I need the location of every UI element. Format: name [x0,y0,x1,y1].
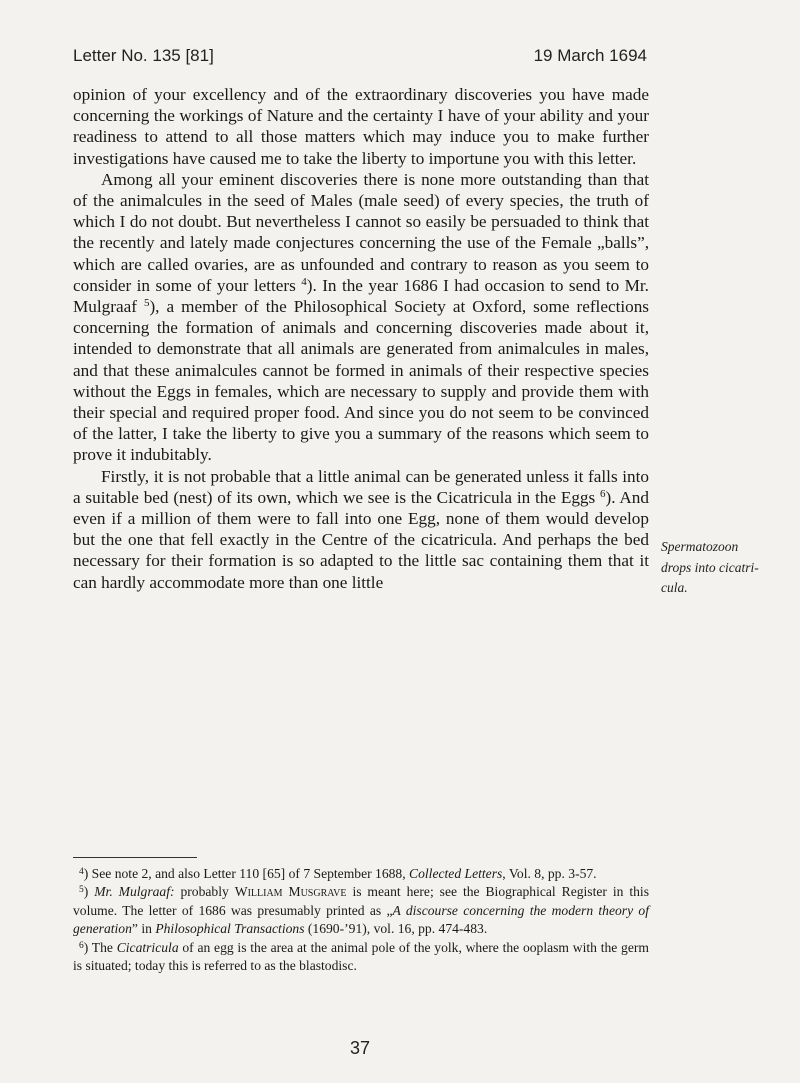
footnote-5-text-b: probably [174,884,235,900]
footnote-4-number: 4 [79,867,84,877]
footnote-5-person: William Musgrave [234,884,347,900]
footnotes [73,865,649,975]
footnote-4-title: Collected Letters [409,866,503,881]
footnote-5-text-c: is meant here; see the Biographical Register in this volume. The letter of 1686 was presumably printed as „ [73,884,650,918]
paragraph-3-part-1: Firstly, it is not probable that a little animal can be generated unless it falls into a suitable bed (nest) of its own, which we see is the Cicatricula in the Eggs [73,466,649,507]
footnote-5-number: 5 [79,885,84,896]
footnote-ref-5[interactable]: 5 [143,297,150,310]
footnote-5-work-title: A discourse concerning the modern theory of generation [73,902,649,937]
footnote-divider [73,857,197,858]
letter-reference: Letter No. 135 [81] [73,46,214,65]
footnote-5 [73,883,649,938]
marginal-note-line-1: Spermatozoon [661,539,739,554]
footnote-6 [73,939,649,976]
paragraph-2 [73,169,649,466]
footnote-4 [73,865,649,883]
footnote-4-pages: , Vol. 8, pp. 3-57. [502,866,597,881]
footnote-6-term: Cicatricula [116,939,179,955]
page-number: 37 [349,1038,371,1058]
footnote-6-text-a: ) The [83,939,117,955]
paragraph-3 [73,466,649,593]
marginal-note-line-3: cula. [661,580,688,595]
footnote-ref-4[interactable]: 4 [301,275,307,288]
paragraph-2-part-3: ), a member of the Philosophical Society at Oxford, some reflections concerning the formation of animals and concerning discoveries made about it, intended to demonstrate that all animals are generated from animalcules in males, and that these animalcules cannot be formed in animals of their respective species without the Eggs in females, which are necessary to supply and provide them with their special and required proper food. And since you do not seem to be convinced of the latter, I take the liberty to give you a summary of the reasons which seem to prove it indubitably. [73,297,650,465]
paragraph-3-part-2: ). And even if a million of them were to fall into one Egg, none of them would develop but the one that fell exactly in the Centre of the cicatricula. And perhaps the bed necessary for their formation is so adapted to the little sac containing them that it can hardly accommodate more than one little [73,487,649,592]
footnote-5-text-a: ) [83,884,95,900]
footnote-5-journal: Philosophical Transactions [155,921,305,937]
footnote-5-text-e: (1690-’91), vol. 16, pp. 474-483. [304,921,488,937]
main-text [73,84,649,593]
footnote-6-number: 6 [79,940,84,951]
footnote-4-text: ) See note 2, and also Letter 110 [65] of 7 September 1688, [83,866,410,881]
letter-date: 19 March 1694 [533,46,647,65]
paragraph-1: opinion of your excellency and of the extraordinary discoveries you have made concerning the workings of Nature and the certainty I have of your ability and your readiness to attend to all those matters which may induce you to make further investigations have caused me to take the liberty to importune you with this letter. [73,85,649,168]
paragraph-2-part-2: ). In the year 1686 I had occasion to send to Mr. Mulgraaf [73,275,649,317]
footnote-6-text-b: of an egg is the area at the animal pole of the yolk, where the ooplasm with the germ is situated; today this is referred to as the blastodisc. [73,939,649,974]
footnote-ref-6[interactable]: 6 [600,487,606,500]
paragraph-2-part-1: Among all your eminent discoveries there is none more outstanding than that of the animalcules in the seed of Males (male seed) of every species, the truth of which I do not doubt. But nevertheless I cannot so easily be persuaded to think that the recently and lately made conjectures concerning the use of the Female „balls”, which are called ovaries, are as unfounded and contrary to reason as you seem to consider in some of your letters [73,169,649,295]
marginal-note-line-2: drops into cicatri- [661,559,759,575]
footnote-5-lemma: Mr. Mulgraaf: [94,884,175,900]
marginal-note [661,537,800,599]
footnote-5-text-d: ” in [131,921,156,937]
